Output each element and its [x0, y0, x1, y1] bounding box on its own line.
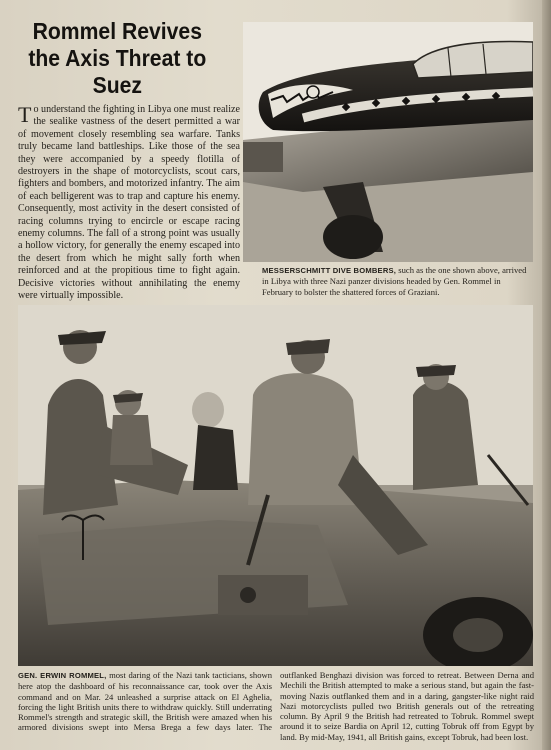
messerschmitt-photo [243, 22, 533, 262]
caption2-lead: GEN. ERWIN ROMMEL, [18, 671, 107, 680]
rommel-photo [18, 305, 533, 666]
caption2-text: most daring of the Nazi tank tacticians, shown here atop the dashboard of his reconnaissance car, took over the Axis command and on Mar. 24 unleashed a surprise attack on El Aghelia, forcing the light British units there to withdraw quickly. Still underrating Rommel's strength and strategic skill, the British were amazed when his armored divisions swept into Mersa Brega a few days later. The outflanked Benghazi division was forced to retreat. Between Derna and Mechili the British attempted to make a serious stand, but again the fast-moving Nazis outflanked them and in a daring, gangster-like night raid Nazi motorcyclists pulled two British generals out of the retreating column. By April 9 the British had retreated to Tobruk. Rommel swept around it to seize Bardia on April 12, cutting Tobruk off from Egypt by land. By mid-May, 1941, all British gains, except Tobruk, had been lost. [18, 670, 534, 742]
intro-paragraph [18, 104, 240, 303]
messerschmitt-caption [262, 265, 532, 297]
article-headline: Rommel Revives the Axis Threat to Suez [28, 18, 207, 98]
caption1-text: such as the one shown above, arrived in Libya with three Nazi panzer divisions headed by Gen. Rommel in February to bolster the shattered forces of Graziani. [262, 265, 527, 297]
intro-body: o understand the fighting in Libya one must realize the sealike vastness of the desert permitted a war of movement closely resembling sea warfare. Tanks truly became land battleships. Like those of the sea they were accompanied by a speedy flotilla of destroyers in the shape of motorcyclists, scout cars, fighters and bombers, and motorized infantry. The aim of each belligerent was to trap and capture his enemy. Consequently, most activity in the desert consisted of racing columns trying to encircle or escape racing enemy columns. The fall of a strong point was usually a hollow victory, for generally the enemy escaped into the desert from which he might sally forth when reinforced and at the propitious time to fight again. Decisive victories without annihilating the enemy were virtually impossible. [18, 104, 240, 302]
page-spine [542, 0, 551, 750]
caption1-lead: MESSERSCHMITT DIVE BOMBERS, [262, 266, 397, 275]
drop-cap: T [18, 102, 32, 127]
rommel-caption [18, 670, 534, 742]
